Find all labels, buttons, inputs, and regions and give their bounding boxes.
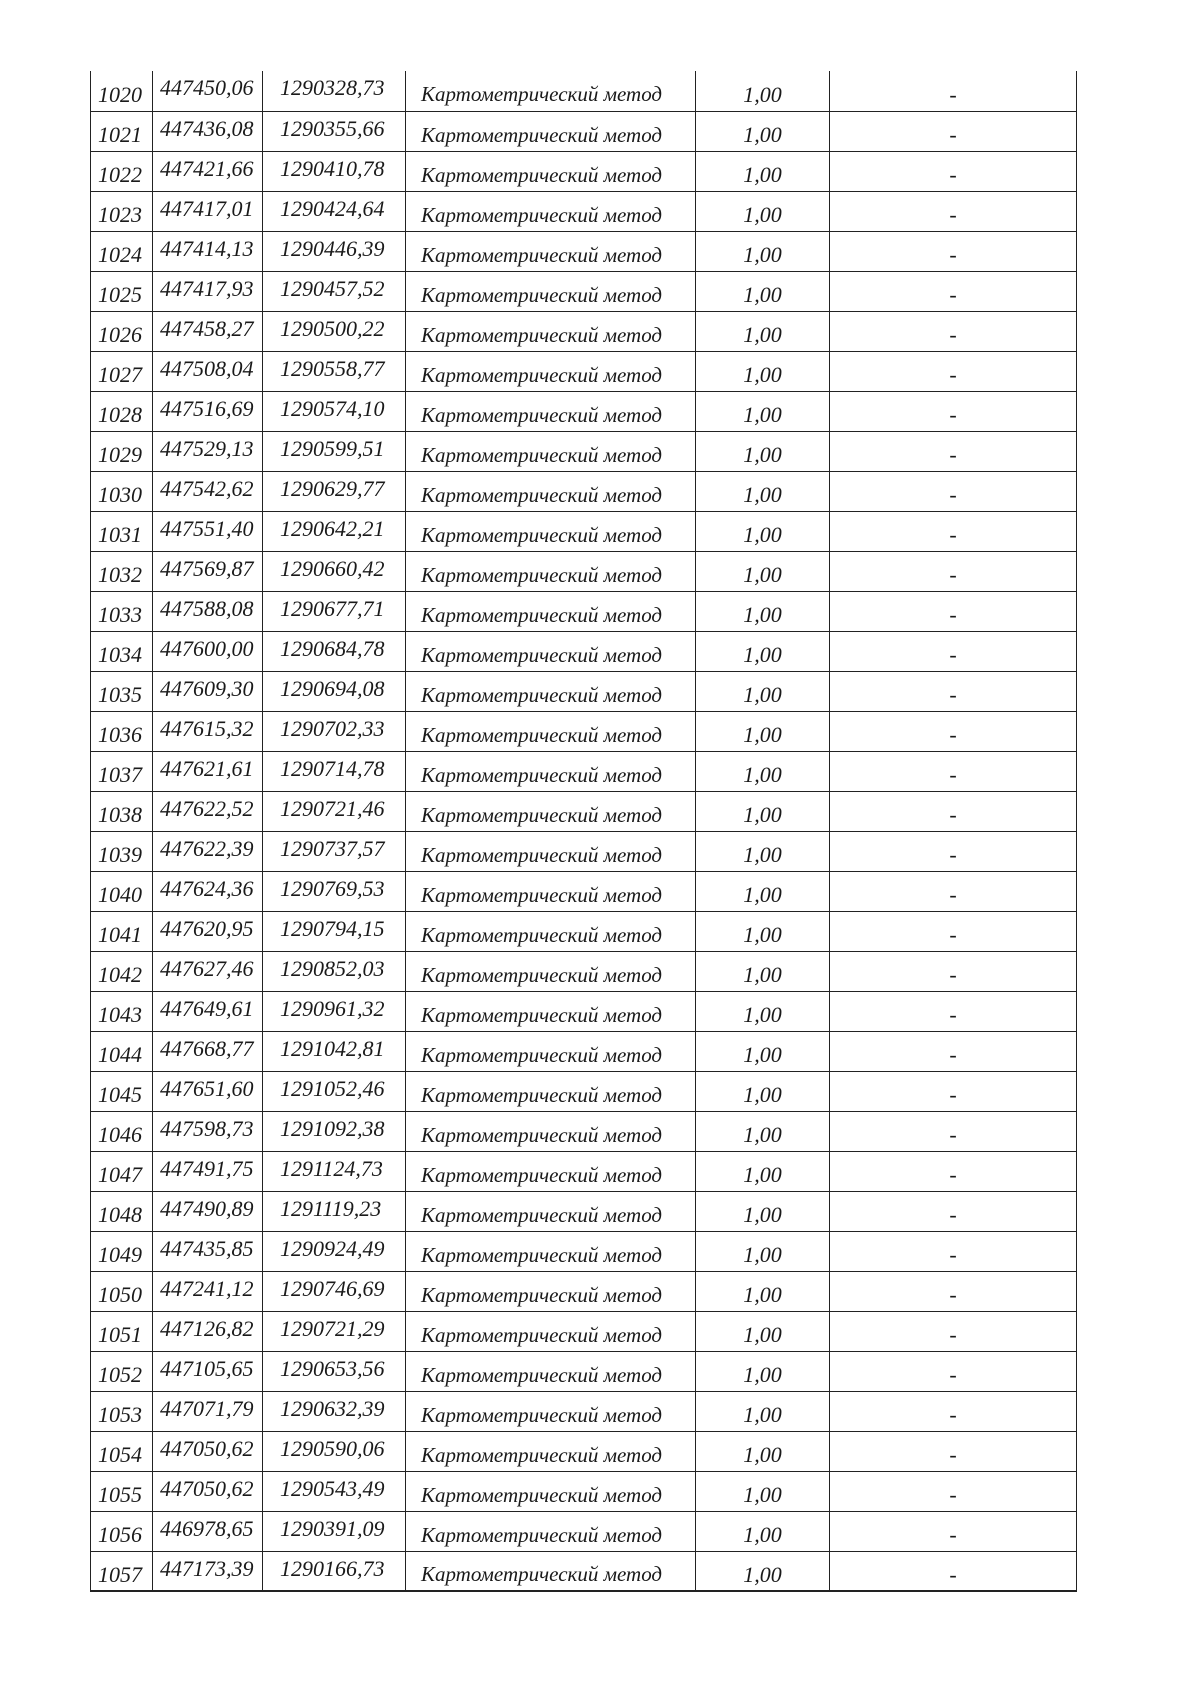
method-cell: Картометрический метод <box>406 1111 696 1151</box>
description-cell: - <box>830 1151 1077 1191</box>
table-row <box>91 1111 1077 1151</box>
accuracy-cell: 1,00 <box>696 1191 830 1231</box>
point-number-cell: 1025 <box>91 271 153 311</box>
coordinate-y-cell: 1290694,08 <box>263 671 406 711</box>
method-cell: Картометрический метод <box>406 271 696 311</box>
description-cell: - <box>830 591 1077 631</box>
accuracy-cell: 1,00 <box>696 951 830 991</box>
method-cell: Картометрический метод <box>406 1431 696 1471</box>
description-cell: - <box>830 111 1077 151</box>
coordinate-y-cell: 1290794,15 <box>263 911 406 951</box>
coordinate-y-cell: 1291092,38 <box>263 1111 406 1151</box>
coordinate-y-cell: 1290574,10 <box>263 391 406 431</box>
point-number-cell: 1051 <box>91 1311 153 1351</box>
table-row <box>91 1511 1077 1551</box>
coordinate-y-cell: 1290702,33 <box>263 711 406 751</box>
coordinate-x-cell: 447458,27 <box>153 311 263 351</box>
coordinate-y-cell: 1290721,29 <box>263 1311 406 1351</box>
coordinate-x-cell: 447615,32 <box>153 711 263 751</box>
description-cell: - <box>830 431 1077 471</box>
coordinate-x-cell: 447668,77 <box>153 1031 263 1071</box>
method-cell: Картометрический метод <box>406 111 696 151</box>
accuracy-cell: 1,00 <box>696 431 830 471</box>
method-cell: Картометрический метод <box>406 1071 696 1111</box>
method-cell: Картометрический метод <box>406 1031 696 1071</box>
coordinate-y-cell: 1290653,56 <box>263 1351 406 1391</box>
accuracy-cell: 1,00 <box>696 271 830 311</box>
method-cell: Картометрический метод <box>406 1271 696 1311</box>
point-number-cell: 1026 <box>91 311 153 351</box>
table-row <box>91 1031 1077 1071</box>
coordinate-y-cell: 1290599,51 <box>263 431 406 471</box>
accuracy-cell: 1,00 <box>696 1551 830 1591</box>
table-row <box>91 431 1077 471</box>
coordinate-y-cell: 1290684,78 <box>263 631 406 671</box>
coordinate-x-cell: 447491,75 <box>153 1151 263 1191</box>
coordinates-table-body <box>91 71 1077 1591</box>
point-number-cell: 1031 <box>91 511 153 551</box>
method-cell: Картометрический метод <box>406 511 696 551</box>
description-cell: - <box>830 711 1077 751</box>
accuracy-cell: 1,00 <box>696 151 830 191</box>
coordinate-x-cell: 447624,36 <box>153 871 263 911</box>
coordinate-x-cell: 447071,79 <box>153 1391 263 1431</box>
accuracy-cell: 1,00 <box>696 871 830 911</box>
coordinate-x-cell: 447436,08 <box>153 111 263 151</box>
method-cell: Картометрический метод <box>406 391 696 431</box>
description-cell: - <box>830 151 1077 191</box>
coordinate-y-cell: 1290424,64 <box>263 191 406 231</box>
accuracy-cell: 1,00 <box>696 391 830 431</box>
coordinate-x-cell: 447450,06 <box>153 71 263 111</box>
coordinate-x-cell: 447622,39 <box>153 831 263 871</box>
description-cell: - <box>830 1391 1077 1431</box>
point-number-cell: 1038 <box>91 791 153 831</box>
accuracy-cell: 1,00 <box>696 711 830 751</box>
description-cell: - <box>830 1551 1077 1591</box>
coordinate-x-cell: 447621,61 <box>153 751 263 791</box>
method-cell: Картометрический метод <box>406 751 696 791</box>
accuracy-cell: 1,00 <box>696 791 830 831</box>
table-row <box>91 991 1077 1031</box>
coordinate-x-cell: 447414,13 <box>153 231 263 271</box>
description-cell: - <box>830 911 1077 951</box>
table-row <box>91 1311 1077 1351</box>
coordinate-x-cell: 447050,62 <box>153 1471 263 1511</box>
accuracy-cell: 1,00 <box>696 631 830 671</box>
point-number-cell: 1056 <box>91 1511 153 1551</box>
method-cell: Картометрический метод <box>406 591 696 631</box>
coordinate-x-cell: 447508,04 <box>153 351 263 391</box>
description-cell: - <box>830 471 1077 511</box>
coordinate-x-cell: 447529,13 <box>153 431 263 471</box>
point-number-cell: 1028 <box>91 391 153 431</box>
point-number-cell: 1020 <box>91 71 153 111</box>
description-cell: - <box>830 991 1077 1031</box>
point-number-cell: 1048 <box>91 1191 153 1231</box>
table-row <box>91 471 1077 511</box>
table-row <box>91 1151 1077 1191</box>
coordinate-x-cell: 447241,12 <box>153 1271 263 1311</box>
description-cell: - <box>830 1031 1077 1071</box>
point-number-cell: 1046 <box>91 1111 153 1151</box>
accuracy-cell: 1,00 <box>696 511 830 551</box>
method-cell: Картометрический метод <box>406 191 696 231</box>
point-number-cell: 1024 <box>91 231 153 271</box>
coordinate-x-cell: 447173,39 <box>153 1551 263 1591</box>
coordinate-x-cell: 447551,40 <box>153 511 263 551</box>
table-row <box>91 351 1077 391</box>
table-row <box>91 631 1077 671</box>
coordinates-table <box>90 71 1077 1592</box>
method-cell: Картометрический метод <box>406 791 696 831</box>
accuracy-cell: 1,00 <box>696 1511 830 1551</box>
description-cell: - <box>830 1311 1077 1351</box>
point-number-cell: 1049 <box>91 1231 153 1271</box>
table-row <box>91 671 1077 711</box>
coordinate-y-cell: 1290590,06 <box>263 1431 406 1471</box>
coordinate-y-cell: 1290746,69 <box>263 1271 406 1311</box>
point-number-cell: 1057 <box>91 1551 153 1591</box>
method-cell: Картометрический метод <box>406 1511 696 1551</box>
method-cell: Картометрический метод <box>406 351 696 391</box>
method-cell: Картометрический метод <box>406 71 696 111</box>
coordinate-y-cell: 1290166,73 <box>263 1551 406 1591</box>
method-cell: Картометрический метод <box>406 231 696 271</box>
method-cell: Картометрический метод <box>406 951 696 991</box>
point-number-cell: 1047 <box>91 1151 153 1191</box>
description-cell: - <box>830 191 1077 231</box>
table-row <box>91 711 1077 751</box>
accuracy-cell: 1,00 <box>696 1231 830 1271</box>
method-cell: Картометрический метод <box>406 671 696 711</box>
accuracy-cell: 1,00 <box>696 1271 830 1311</box>
point-number-cell: 1054 <box>91 1431 153 1471</box>
point-number-cell: 1045 <box>91 1071 153 1111</box>
accuracy-cell: 1,00 <box>696 191 830 231</box>
coordinate-y-cell: 1290632,39 <box>263 1391 406 1431</box>
coordinate-y-cell: 1290328,73 <box>263 71 406 111</box>
table-row <box>91 271 1077 311</box>
description-cell: - <box>830 551 1077 591</box>
method-cell: Картометрический метод <box>406 631 696 671</box>
table-row <box>91 231 1077 271</box>
point-number-cell: 1029 <box>91 431 153 471</box>
table-row <box>91 911 1077 951</box>
accuracy-cell: 1,00 <box>696 1351 830 1391</box>
coordinate-x-cell: 447126,82 <box>153 1311 263 1351</box>
description-cell: - <box>830 391 1077 431</box>
description-cell: - <box>830 951 1077 991</box>
description-cell: - <box>830 751 1077 791</box>
coordinate-x-cell: 447609,30 <box>153 671 263 711</box>
coordinate-y-cell: 1290410,78 <box>263 151 406 191</box>
method-cell: Картометрический метод <box>406 831 696 871</box>
coordinate-y-cell: 1290446,39 <box>263 231 406 271</box>
method-cell: Картометрический метод <box>406 471 696 511</box>
accuracy-cell: 1,00 <box>696 671 830 711</box>
point-number-cell: 1033 <box>91 591 153 631</box>
coordinate-x-cell: 447598,73 <box>153 1111 263 1151</box>
coordinate-x-cell: 447435,85 <box>153 1231 263 1271</box>
coordinate-x-cell: 447542,62 <box>153 471 263 511</box>
accuracy-cell: 1,00 <box>696 591 830 631</box>
accuracy-cell: 1,00 <box>696 911 830 951</box>
method-cell: Картометрический метод <box>406 991 696 1031</box>
method-cell: Картометрический метод <box>406 1471 696 1511</box>
coordinate-x-cell: 447516,69 <box>153 391 263 431</box>
table-row <box>91 751 1077 791</box>
table-row <box>91 111 1077 151</box>
coordinate-y-cell: 1291119,23 <box>263 1191 406 1231</box>
description-cell: - <box>830 871 1077 911</box>
point-number-cell: 1032 <box>91 551 153 591</box>
coordinate-x-cell: 447588,08 <box>153 591 263 631</box>
method-cell: Картометрический метод <box>406 1551 696 1591</box>
accuracy-cell: 1,00 <box>696 1151 830 1191</box>
table-row <box>91 511 1077 551</box>
method-cell: Картометрический метод <box>406 1231 696 1271</box>
table-row <box>91 71 1077 111</box>
table-row <box>91 1431 1077 1471</box>
point-number-cell: 1042 <box>91 951 153 991</box>
point-number-cell: 1052 <box>91 1351 153 1391</box>
point-number-cell: 1036 <box>91 711 153 751</box>
table-row <box>91 1191 1077 1231</box>
method-cell: Картометрический метод <box>406 431 696 471</box>
table-row <box>91 1351 1077 1391</box>
point-number-cell: 1040 <box>91 871 153 911</box>
coordinate-y-cell: 1290457,52 <box>263 271 406 311</box>
coordinate-y-cell: 1290558,77 <box>263 351 406 391</box>
table-row <box>91 1231 1077 1271</box>
point-number-cell: 1039 <box>91 831 153 871</box>
accuracy-cell: 1,00 <box>696 71 830 111</box>
table-row <box>91 191 1077 231</box>
point-number-cell: 1044 <box>91 1031 153 1071</box>
point-number-cell: 1030 <box>91 471 153 511</box>
table-row <box>91 311 1077 351</box>
description-cell: - <box>830 1511 1077 1551</box>
coordinate-x-cell: 447417,93 <box>153 271 263 311</box>
table-row <box>91 1391 1077 1431</box>
description-cell: - <box>830 71 1077 111</box>
coordinate-x-cell: 447651,60 <box>153 1071 263 1111</box>
coordinate-y-cell: 1290642,21 <box>263 511 406 551</box>
coordinate-x-cell: 447569,87 <box>153 551 263 591</box>
description-cell: - <box>830 631 1077 671</box>
point-number-cell: 1053 <box>91 1391 153 1431</box>
accuracy-cell: 1,00 <box>696 751 830 791</box>
method-cell: Картометрический метод <box>406 871 696 911</box>
table-row <box>91 871 1077 911</box>
coordinate-x-cell: 447490,89 <box>153 1191 263 1231</box>
method-cell: Картометрический метод <box>406 1391 696 1431</box>
table-row <box>91 1071 1077 1111</box>
accuracy-cell: 1,00 <box>696 551 830 591</box>
coordinate-y-cell: 1290721,46 <box>263 791 406 831</box>
point-number-cell: 1022 <box>91 151 153 191</box>
description-cell: - <box>830 311 1077 351</box>
accuracy-cell: 1,00 <box>696 1471 830 1511</box>
description-cell: - <box>830 671 1077 711</box>
coordinate-y-cell: 1291052,46 <box>263 1071 406 1111</box>
table-row <box>91 1471 1077 1511</box>
accuracy-cell: 1,00 <box>696 1391 830 1431</box>
description-cell: - <box>830 1231 1077 1271</box>
method-cell: Картометрический метод <box>406 1191 696 1231</box>
table-row <box>91 831 1077 871</box>
coordinate-x-cell: 447050,62 <box>153 1431 263 1471</box>
description-cell: - <box>830 1471 1077 1511</box>
coordinate-y-cell: 1290769,53 <box>263 871 406 911</box>
accuracy-cell: 1,00 <box>696 831 830 871</box>
description-cell: - <box>830 1191 1077 1231</box>
table-row <box>91 791 1077 831</box>
point-number-cell: 1027 <box>91 351 153 391</box>
point-number-cell: 1050 <box>91 1271 153 1311</box>
table-row <box>91 391 1077 431</box>
point-number-cell: 1055 <box>91 1471 153 1511</box>
coordinate-y-cell: 1290737,57 <box>263 831 406 871</box>
description-cell: - <box>830 231 1077 271</box>
point-number-cell: 1034 <box>91 631 153 671</box>
coordinate-x-cell: 447600,00 <box>153 631 263 671</box>
accuracy-cell: 1,00 <box>696 991 830 1031</box>
description-cell: - <box>830 1111 1077 1151</box>
accuracy-cell: 1,00 <box>696 471 830 511</box>
coordinate-x-cell: 447105,65 <box>153 1351 263 1391</box>
coordinate-y-cell: 1290500,22 <box>263 311 406 351</box>
table-row <box>91 1271 1077 1311</box>
description-cell: - <box>830 351 1077 391</box>
accuracy-cell: 1,00 <box>696 311 830 351</box>
coordinate-y-cell: 1290852,03 <box>263 951 406 991</box>
coordinate-y-cell: 1290924,49 <box>263 1231 406 1271</box>
coordinate-y-cell: 1290961,32 <box>263 991 406 1031</box>
accuracy-cell: 1,00 <box>696 1111 830 1151</box>
coordinate-x-cell: 447421,66 <box>153 151 263 191</box>
coordinate-x-cell: 446978,65 <box>153 1511 263 1551</box>
coordinate-y-cell: 1290677,71 <box>263 591 406 631</box>
method-cell: Картометрический метод <box>406 1151 696 1191</box>
description-cell: - <box>830 1431 1077 1471</box>
table-row <box>91 551 1077 591</box>
description-cell: - <box>830 791 1077 831</box>
coordinate-x-cell: 447417,01 <box>153 191 263 231</box>
table-row <box>91 951 1077 991</box>
accuracy-cell: 1,00 <box>696 351 830 391</box>
accuracy-cell: 1,00 <box>696 1431 830 1471</box>
coordinate-y-cell: 1290714,78 <box>263 751 406 791</box>
coordinate-x-cell: 447649,61 <box>153 991 263 1031</box>
coordinate-y-cell: 1290355,66 <box>263 111 406 151</box>
description-cell: - <box>830 271 1077 311</box>
method-cell: Картометрический метод <box>406 311 696 351</box>
point-number-cell: 1023 <box>91 191 153 231</box>
coordinate-y-cell: 1290660,42 <box>263 551 406 591</box>
coordinate-y-cell: 1291042,81 <box>263 1031 406 1071</box>
coordinate-y-cell: 1291124,73 <box>263 1151 406 1191</box>
method-cell: Картометрический метод <box>406 551 696 591</box>
accuracy-cell: 1,00 <box>696 1031 830 1071</box>
coordinate-x-cell: 447620,95 <box>153 911 263 951</box>
accuracy-cell: 1,00 <box>696 231 830 271</box>
description-cell: - <box>830 1271 1077 1311</box>
point-number-cell: 1021 <box>91 111 153 151</box>
description-cell: - <box>830 831 1077 871</box>
coordinate-x-cell: 447622,52 <box>153 791 263 831</box>
coordinate-y-cell: 1290543,49 <box>263 1471 406 1511</box>
point-number-cell: 1041 <box>91 911 153 951</box>
point-number-cell: 1035 <box>91 671 153 711</box>
point-number-cell: 1037 <box>91 751 153 791</box>
table-row <box>91 151 1077 191</box>
coordinate-y-cell: 1290629,77 <box>263 471 406 511</box>
accuracy-cell: 1,00 <box>696 1311 830 1351</box>
accuracy-cell: 1,00 <box>696 111 830 151</box>
description-cell: - <box>830 1351 1077 1391</box>
point-number-cell: 1043 <box>91 991 153 1031</box>
method-cell: Картометрический метод <box>406 911 696 951</box>
table-row <box>91 591 1077 631</box>
table-row <box>91 1551 1077 1591</box>
description-cell: - <box>830 511 1077 551</box>
method-cell: Картометрический метод <box>406 711 696 751</box>
accuracy-cell: 1,00 <box>696 1071 830 1111</box>
method-cell: Картометрический метод <box>406 151 696 191</box>
coordinate-x-cell: 447627,46 <box>153 951 263 991</box>
coordinate-y-cell: 1290391,09 <box>263 1511 406 1551</box>
description-cell: - <box>830 1071 1077 1111</box>
method-cell: Картометрический метод <box>406 1351 696 1391</box>
method-cell: Картометрический метод <box>406 1311 696 1351</box>
